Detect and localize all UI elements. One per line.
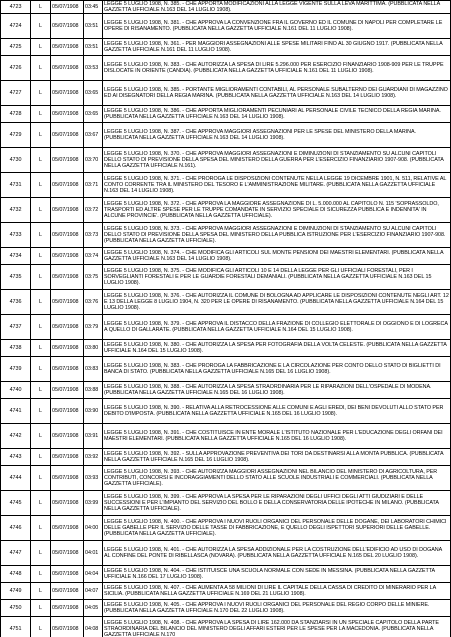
- row-code: 04:01: [84, 541, 103, 566]
- row-type: L: [31, 148, 51, 173]
- row-description: LEGGE 5 LUGLIO 1908, N. 383. - CHE AUTORIZZA LA SPESA DI LIRE 5.296.000 PER ESERCIZIO FINANZIARIO 1908-909 PER LE TRUPPE DISLOCATE IN ORIENTE (CANDIA). (PUBBLICATA NELLA GAZZETTA UFFICIALE N.161 DEL 11 LUGLIO 1908).: [103, 56, 451, 81]
- table-row: [1, 541, 451, 566]
- row-date: 05/07/1908: [51, 583, 84, 600]
- table-row: [1, 1, 451, 14]
- row-type: L: [31, 198, 51, 223]
- row-number: 4732: [1, 198, 31, 223]
- row-date: 05/07/1908: [51, 600, 84, 617]
- row-code: 03:53: [84, 56, 103, 81]
- row-code: 03:93: [84, 466, 103, 491]
- table-row: [1, 265, 451, 290]
- row-type: L: [31, 265, 51, 290]
- row-code: 04:00: [84, 516, 103, 541]
- row-code: 03:92: [84, 449, 103, 466]
- row-date: 05/07/1908: [51, 399, 84, 424]
- row-date: 05/07/1908: [51, 424, 84, 449]
- row-number: 4751: [1, 617, 31, 637]
- row-code: 03:67: [84, 123, 103, 148]
- row-date: 05/07/1908: [51, 491, 84, 516]
- row-code: 03:83: [84, 357, 103, 382]
- row-code: 03:74: [84, 248, 103, 265]
- row-code: 03:76: [84, 290, 103, 315]
- row-code: 03:88: [84, 382, 103, 399]
- row-type: L: [31, 466, 51, 491]
- row-description: LEGGE 5 LUGLIO 1908, N. 379. - CHE APPROVA IL DISTACCO DELLA FRAZIONE DI COLLEGIO ELETTORALE DI OGGIONO E DI LOGRECA A QUELLO DI GALLARATE. (PUBBLICATA NELLA GAZZETTA UFFICIALE N.164 DEL 15 LUGLIO 1908).: [103, 315, 451, 340]
- row-type: L: [31, 424, 51, 449]
- table-row: [1, 290, 451, 315]
- row-type: L: [31, 14, 51, 39]
- table-row: [1, 223, 451, 248]
- row-number: 4739: [1, 357, 31, 382]
- row-type: L: [31, 340, 51, 357]
- table-row: [1, 566, 451, 583]
- table-row: [1, 106, 451, 123]
- table-row: [1, 173, 451, 198]
- row-date: 05/07/1908: [51, 290, 84, 315]
- table-row: [1, 357, 451, 382]
- row-number: 4736: [1, 290, 31, 315]
- row-code: 03:99: [84, 491, 103, 516]
- row-description: LEGGE 5 LUGLIO 1908, N. 399. - CHE APPROVA LA SPESA PER LE RIPARAZIONI DEGLI UFFICI DEGLI ATTI GIUDIZIARI E DELLE SUCCESSIONI E PER L'IMPIANTO DEL SERVIZIO DEL BOLLO E DELLA CONSERVATORIA DELLE IPOTECHE IN MILANO. (PUBBLICATA NELLA GAZZETTA UFFICIALE).: [103, 491, 451, 516]
- row-number: 4725: [1, 39, 31, 56]
- row-date: 05/07/1908: [51, 466, 84, 491]
- row-type: L: [31, 81, 51, 106]
- row-date: 05/07/1908: [51, 357, 84, 382]
- row-description: LEGGE 5 LUGLIO 1908, N. 376. - CHE AUTORIZZA IL COMUNE DI BOLOGNA AD APPLICARE LE DISPOSIZIONI CONTENUTE NEGLI ART. 12 E 13 DELLA LEGGE 8 LUGLIO 1904, N. 320 PER LE OPERE DI RISANAMENTO. (PUBBLICATA NELLA GAZZETTA UFFICIALE N.164 DEL 15 LUGLIO 1908).: [103, 290, 451, 315]
- row-number: 4747: [1, 541, 31, 566]
- row-number: 4743: [1, 449, 31, 466]
- table-row: [1, 583, 451, 600]
- row-description: LEGGE 5 LUGLIO 1908, N. 374. - CHE MODIFICA GLI ARTICOLI SUL MONTE PENSIONI DEI MAESTRI ELEMENTARI. (PUBBLICATA NELLA GAZZETTA UFFICIALE N.163 DEL 14 LUGLIO 1908).: [103, 248, 451, 265]
- row-number: 4728: [1, 106, 31, 123]
- row-type: L: [31, 541, 51, 566]
- row-description: LEGGE 5 LUGLIO 1908, N. 386. - CHE APPORTA MIGLIORAMENTI PECUNIARI AL PERSONALE CIVILE TECNICO DELLA REGIA MARINA. (PUBBLICATA NELLA GAZZETTA UFFICIALE N.163 DEL 14 LUGLIO 1908).: [103, 106, 451, 123]
- row-description: LEGGE 5 LUGLIO 1908, N. 390. - RELATIVA ALLA RETROCESSIONE ALLE COMUNI E AGLI EREDI, DEI BENI DEVOLUTI ALLO STATO PER DEBITO D'IMPOSTA. (PUBBLICATA NELLA GAZZETTA UFFICIALE N.165 DEL 16 LUGLIO 1908).: [103, 399, 451, 424]
- row-description: LEGGE 5 LUGLIO 1908, N. 388. - CHE AUTORIZZA LA SPESA STRAORDINARIA PER LE RIPARAZIONI DELL'OSPEDALE DI MODENA. (PUBBLICATA NELLA GAZZETTA UFFICIALE N.165 DEL 16 LUGLIO 1908).: [103, 382, 451, 399]
- row-type: L: [31, 516, 51, 541]
- table-row: [1, 39, 451, 56]
- table-row: [1, 123, 451, 148]
- row-type: L: [31, 1, 51, 14]
- table-row: [1, 449, 451, 466]
- row-date: 05/07/1908: [51, 449, 84, 466]
- row-description: LEGGE 5 LUGLIO 1908, N. 404. - CHE ISTITUISCE UNA SCUOLA NORMALE CON SEDE IN MESSINA. (PUBBLICATA NELLA GAZZETTA UFFICIALE N.166 DEL 17 LUGLIO 1908).: [103, 566, 451, 583]
- row-date: 05/07/1908: [51, 198, 84, 223]
- row-number: 4733: [1, 223, 31, 248]
- row-description: LEGGE 5 LUGLIO 1908, N. 375. - CHE MODIFICA GLI ARTICOLI 10 E 14 DELLA LEGGE PER GLI UFFICIALI FORESTALI, PER I SORVEGLIANTI FORESTALI E PER LE GUARDIE FORESTALI DEMANIALI. (PUBBLICATA NELLA GAZZETTA UFFICIALE N.163 DEL 15 LUGLIO 1908).: [103, 265, 451, 290]
- row-number: 4734: [1, 248, 31, 265]
- row-code: 04:04: [84, 566, 103, 583]
- row-date: 05/07/1908: [51, 14, 84, 39]
- row-number: 4737: [1, 315, 31, 340]
- row-number: 4746: [1, 516, 31, 541]
- row-description: LEGGE 5 LUGLIO 1908, N. 371. - CHE PROROGA LE DISPOSIZIONI CONTENUTE NELLA LEGGE 19 DICEMBRE 1901, N. 511, RELATIVE AL CONTO CORRENTE TRA IL MINISTERO DEL TESORO E L'AMMINISTRAZIONE MILITARE. (PUBBLICATA NELLA GAZZETTA UFFICIALE N.163 DEL 14 LUGLIO 1908).: [103, 173, 451, 198]
- row-type: L: [31, 223, 51, 248]
- row-date: 05/07/1908: [51, 223, 84, 248]
- table-row: [1, 248, 451, 265]
- row-number: 4750: [1, 600, 31, 617]
- row-date: 05/07/1908: [51, 1, 84, 14]
- row-code: 03:75: [84, 265, 103, 290]
- row-number: 4742: [1, 424, 31, 449]
- row-description: LEGGE 5 LUGLIO 1908, N. 391. - CHE COSTITUISCE IN ENTE MORALE L'ISTITUTO NAZIONALE PER L'EDUCAZIONE DEGLI ORFANI DEI MAESTRI ELEMENTARI. (PUBBLICATA NELLA GAZZETTA UFFICIALE N.165 DEL 16 LUGLIO 1908).: [103, 424, 451, 449]
- row-code: 03:79: [84, 315, 103, 340]
- row-date: 05/07/1908: [51, 315, 84, 340]
- table-row: [1, 81, 451, 106]
- row-type: L: [31, 491, 51, 516]
- row-description: LEGGE 5 LUGLIO 1908, N. 381. - CHE APPROVA LA CONVENZIONE FRA IL GOVERNO ED IL COMUNE DI NAPOLI PER COMPLETARE LE OPERE DI RISANAMENTO. (PUBBLICATA NELLA GAZZETTA UFFICIALE N.161 DEL 11 LUGLIO 1908).: [103, 14, 451, 39]
- row-type: L: [31, 39, 51, 56]
- row-code: 03:70: [84, 148, 103, 173]
- row-type: L: [31, 449, 51, 466]
- row-number: 4738: [1, 340, 31, 357]
- row-description: LEGGE 5 LUGLIO 1908, N. 401. - CHE AUTORIZZA LA SPESA ADDIZIONALE PER LA COSTRUZIONE DELL'EDIFICIO AD USO DI DOGANA AL CONFINE DEL PONTE DI RIBELLASCA (NOVARA). (PUBBLICATA NELLA GAZZETTA UFFICIALE N.165 DEL 20 LUGLIO 1908).: [103, 541, 451, 566]
- row-type: L: [31, 600, 51, 617]
- row-code: 03:91: [84, 424, 103, 449]
- row-code: 03:71: [84, 173, 103, 198]
- register-rows: [1, 1, 451, 637]
- row-date: 05/07/1908: [51, 106, 84, 123]
- row-description: LEGGE 5 LUGLIO 1908, N. 393. - CHE AUTORIZZA MAGGIORI ASSEGNAZIONI NEL BILANCIO DEL MINISTERO DI AGRICOLTURA, PER CONTRIBUTI, CONCORSI E INCORAGGIAMENTI DELLO STATO ALLE SCUOLE INDUSTRIALI E COMMERCIALI. (PUBBLICATA NELLA GAZZETTA UFFICIALE).: [103, 466, 451, 491]
- row-type: L: [31, 123, 51, 148]
- row-description: LEGGE 5 LUGLIO 1908, N. 380. - CHE AUTORIZZA LA SPESA PER FOTOGRAFIA DELLA VOLTA CELESTE. (PUBBLICATA NELLA GAZZETTA UFFICIALE N.164 DEL 15 LUGLIO 1908).: [103, 340, 451, 357]
- row-number: 4727: [1, 81, 31, 106]
- row-date: 05/07/1908: [51, 382, 84, 399]
- row-type: L: [31, 617, 51, 637]
- row-date: 05/07/1908: [51, 340, 84, 357]
- row-number: 4730: [1, 148, 31, 173]
- row-code: 03:65: [84, 106, 103, 123]
- table-row: [1, 148, 451, 173]
- table-row: [1, 617, 451, 637]
- row-type: L: [31, 382, 51, 399]
- table-row: [1, 491, 451, 516]
- row-date: 05/07/1908: [51, 265, 84, 290]
- row-date: 05/07/1908: [51, 123, 84, 148]
- table-row: [1, 382, 451, 399]
- row-number: 4748: [1, 566, 31, 583]
- row-code: 04:08: [84, 617, 103, 637]
- table-row: [1, 466, 451, 491]
- row-code: 04:05: [84, 600, 103, 617]
- row-type: L: [31, 248, 51, 265]
- table-row: [1, 516, 451, 541]
- row-type: L: [31, 106, 51, 123]
- row-description: LEGGE 5 LUGLIO 1908, N. 372. - CHE APPROVA LA MAGGIORE ASSEGNAZIONE DI L. 5.000.000 AL CAPITOLO N. 115 'SOPRASSOLDO, TRASPORTI ED ALTRE SPESE PER LE TRUPPE COMANDATE IN SERVIZIO SPECIALE DI SICUREZZA PUBBLICA E INDENNITA' IN ALCUNE PROVINCIE'. (PUBBLICATA NELLA GAZZETTA UFFICIALE).: [103, 198, 451, 223]
- row-code: 03:65: [84, 81, 103, 106]
- table-row: [1, 399, 451, 424]
- row-type: L: [31, 399, 51, 424]
- row-type: L: [31, 583, 51, 600]
- row-description: LEGGE 5 LUGLIO 1908, N. 385. - CHE APPORTA MODIFICAZIONI ALLA LEGGE VIGENTE SULLA LEVA MARITTIMA. (PUBBLICATA NELLA GAZZETTA UFFICIALE N.163 DEL 14 LUGLIO 1908).: [103, 1, 451, 14]
- row-date: 05/07/1908: [51, 248, 84, 265]
- row-type: L: [31, 173, 51, 198]
- row-description: LEGGE 5 LUGLIO 1908, N. 405. - CHE APPROVA I NUOVI RUOLI ORGANICI DEL PERSONALE DEL REGIO CORPO DELLE MINIERE. (PUBBLICATA NELLA GAZZETTA UFFICIALE N.170 DEL 22 LUGLIO 1908).: [103, 600, 451, 617]
- row-code: 03:51: [84, 14, 103, 39]
- row-type: L: [31, 315, 51, 340]
- row-code: 03:90: [84, 399, 103, 424]
- row-date: 05/07/1908: [51, 516, 84, 541]
- row-description: LEGGE 5 LUGLIO 1908, N. 392. - SULLA APPROVAZIONE PREVENTIVA DEI TORI DA DESTINARSI ALLA MONTA PUBBLICA. (PUBBLICATA NELLA GAZZETTA UFFICIALE N.165 DEL 16 LUGLIO 1908).: [103, 449, 451, 466]
- row-date: 05/07/1908: [51, 56, 84, 81]
- row-number: 4745: [1, 491, 31, 516]
- row-description: LEGGE 5 LUGLIO 1908, N. 385. - PORTANTE MIGLIORAMENTI CONTABILI, AL PERSONALE SUBALTERNO DEI GUARDIANI DI MAGAZZINO ED AI DISEGNATORI DELLA REGIA MARINA. (PUBBLICATA NELLA GAZZETTA UFFICIALE N.163 DEL 14 LUGLIO 1908).: [103, 81, 451, 106]
- row-number: 4735: [1, 265, 31, 290]
- row-date: 05/07/1908: [51, 566, 84, 583]
- row-type: L: [31, 566, 51, 583]
- row-number: 4740: [1, 382, 31, 399]
- row-date: 05/07/1908: [51, 541, 84, 566]
- row-description: LEGGE 5 LUGLIO 1908, N. 370. - CHE APPROVA MAGGIORI ASSEGNAZIONI E DIMINUZIONI DI STANZIAMENTO SU ALCUNI CAPITOLI DELLO STATO DI PREVISIONE DELLA SPESA DEL MINISTERO DELLA GUERRA PER L'ESERCIZIO FINANZIARIO 1907-908. (PUBBLICATA NELLA GAZZETTA UFFICIALE N.161).: [103, 148, 451, 173]
- table-row: [1, 340, 451, 357]
- row-code: 03:51: [84, 39, 103, 56]
- table-row: [1, 424, 451, 449]
- row-description: LEGGE 5 LUGLIO 1908, N. 373. - CHE APPROVA MAGGIORI ASSEGNAZIONI E DIMINUZIONI DI STANZIAMENTO SU ALCUNI CAPITOLI DELLO STATO DI PREVISIONE DELLA SPESA DEL MINISTERO DELLA PUBBLICA ISTRUZIONE PER L'ESERCIZIO FINANZIARIO 1907-908. (PUBBLICATA NELLA GAZZETTA UFFICIALE).: [103, 223, 451, 248]
- row-date: 05/07/1908: [51, 39, 84, 56]
- row-date: 05/07/1908: [51, 148, 84, 173]
- row-date: 05/07/1908: [51, 173, 84, 198]
- row-code: 04:07: [84, 583, 103, 600]
- row-number: 4726: [1, 56, 31, 81]
- row-number: 4741: [1, 399, 31, 424]
- row-code: 03:45: [84, 1, 103, 14]
- table-row: [1, 600, 451, 617]
- row-date: 05/07/1908: [51, 617, 84, 637]
- row-type: L: [31, 290, 51, 315]
- table-row: [1, 14, 451, 39]
- row-number: 4729: [1, 123, 31, 148]
- row-number: 4749: [1, 583, 31, 600]
- table-row: [1, 315, 451, 340]
- table-row: [1, 198, 451, 223]
- row-code: 03:73: [84, 223, 103, 248]
- row-code: 03:72: [84, 198, 103, 223]
- row-number: 4744: [1, 466, 31, 491]
- row-description: LEGGE 5 LUGLIO 1908, N. 407. - CHE AUMENTA A 58 MILIONI DI LIRE IL CAPITALE DELLA CASSA DI CREDITO DI MINERARIO PER LA SICILIA. (PUBBLICATA NELLA GAZZETTA UFFICIALE N.169 DEL 21 LUGLIO 1908).: [103, 583, 451, 600]
- row-description: LEGGE 5 LUGLIO 1908, N. 408. - CHE APPROVA LA SPESA DI LIRE 162.000 DA STANZIARSI IN UN SPECIALE CAPITOLO DELLA PARTE STRAORDINARIA DEL BILANCIO DEL MINISTERO DEGLI AFFARI ESTERI PER LE SPESE PER LA MACEDONIA. (PUBBLICATA NELLA GAZZETTA UFFICIALE N.170: [103, 617, 451, 637]
- row-date: 05/07/1908: [51, 81, 84, 106]
- row-description: LEGGE 5 LUGLIO 1908, N. 383. - CHE PROROGA LA FABBRICAZIONE E LA CIRCOLAZIONE PER CONTO DELLO STATO DI BIGLIETTI DI BANCA DI STATO. (PUBBLICATA NELLA GAZZETTA UFFICIALE N.165 DEL 16 LUGLIO 1908).: [103, 357, 451, 382]
- row-number: 4731: [1, 173, 31, 198]
- table-row: [1, 56, 451, 81]
- row-type: L: [31, 56, 51, 81]
- row-description: LEGGE 5 LUGLIO 1908, N. 400. - CHE APPROVA I NUOVI RUOLI ORGANICI DEL PERSONALE DELLE DOGANE, DEI LABORATORI CHIMICI DELLE GABELLE PER IL SERVIZIO DELLE TASSE DI FABBRICAZIONE, E QUELLO DEGLI ISPETTORI SUPERIORI DELLE GABELLE. (PUBBLICATA NELLA GAZZETTA UFFICIALE).: [103, 516, 451, 541]
- row-number: 4724: [1, 14, 31, 39]
- row-type: L: [31, 357, 51, 382]
- row-code: 03:80: [84, 340, 103, 357]
- row-number: 4723: [1, 1, 31, 14]
- row-description: LEGGE 5 LUGLIO 1908, N. 361. - PER MAGGIORI ASSEGNAZIONI ALLE SPESE MILITARI FINO AL 30 GIUGNO 1917. (PUBBLICATA NELLA GAZZETTA UFFICIALE N.161 DEL 11 LUGLIO 1908).: [103, 39, 451, 56]
- row-description: LEGGE 5 LUGLIO 1908, N. 387. - CHE APPROVA MAGGIORI ASSEGNAZIONI PER LE SPESE DEL MINISTERO DELLA MARINA. (PUBBLICATA NELLA GAZZETTA UFFICIALE N.163 DEL 14 LUGLIO 1908).: [103, 123, 451, 148]
